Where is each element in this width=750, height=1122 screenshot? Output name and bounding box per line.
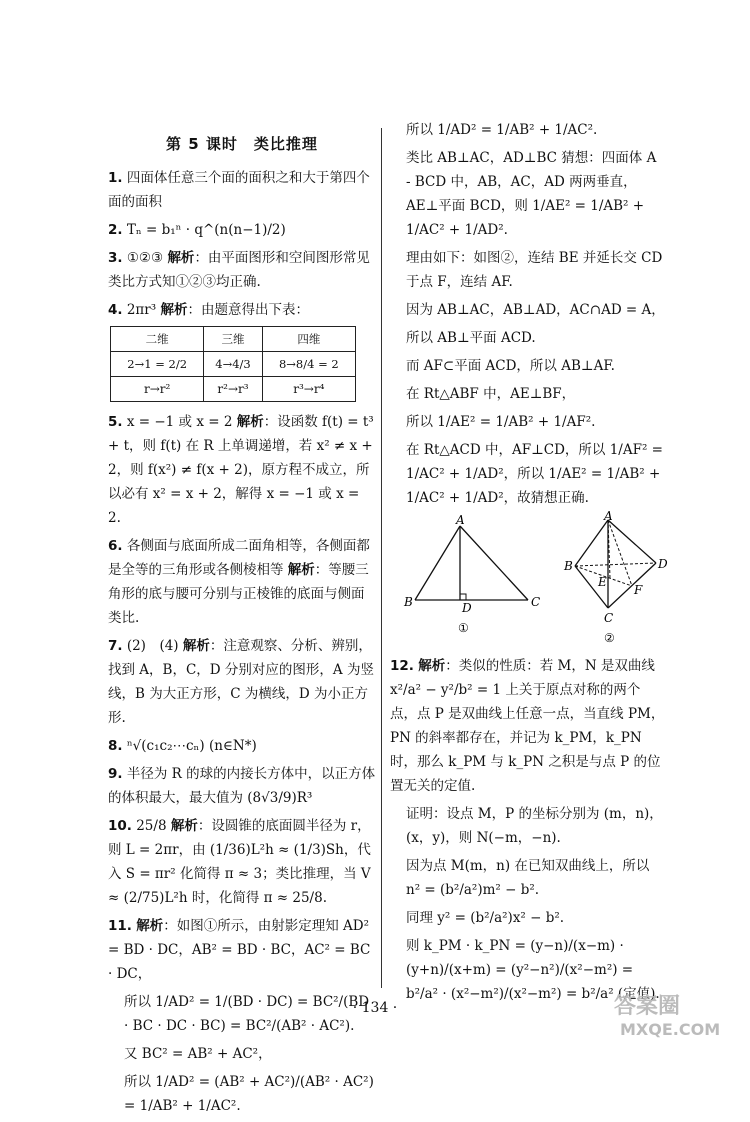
analysis-text: ：由题意得出下表：: [187, 302, 309, 318]
answer-7: [108, 634, 376, 730]
label-B: B: [564, 559, 573, 573]
answer-text: (2) (4): [126, 638, 179, 654]
answer-text: 25/8: [136, 818, 167, 834]
analysis-label: 解析: [418, 658, 446, 674]
figures: [390, 509, 668, 648]
answer-11: [108, 914, 376, 986]
answer-6: [108, 534, 376, 630]
label-C: C: [604, 611, 614, 625]
analysis-label: 解析: [167, 250, 195, 266]
analysis-label: 解析: [160, 302, 188, 318]
page-number: · 134 ·: [352, 1000, 398, 1016]
table-header-row: [111, 327, 356, 352]
answer-number: 9.: [108, 766, 123, 782]
figure-1-caption: ①: [458, 621, 469, 635]
answer-10: [108, 814, 376, 910]
label-B: B: [404, 595, 413, 609]
answer-5: [108, 410, 376, 530]
answer-number: 7.: [108, 638, 123, 654]
answer-number: 8.: [108, 738, 123, 754]
answer-text: 半径为 R 的球的内接长方体中，以正方体的体积最大，最大值为 (8√3/9)R³: [108, 766, 376, 806]
figure-2-tetrahedron: [563, 509, 668, 645]
paragraph: 理由如下：如图②，连结 BE 并延长交 CD 于点 F，连结 AF.: [406, 250, 663, 290]
answer-2: [108, 218, 376, 242]
paragraph: 而 AF⊂平面 ACD，所以 AB⊥AF.: [406, 358, 615, 374]
svg-text:MXQE.COM: MXQE.COM: [620, 1020, 721, 1039]
table-cell: 8→8/4 = 2: [262, 352, 355, 377]
analogy-table: [110, 326, 356, 402]
svg-text:答案圈: 答案圈: [614, 994, 681, 1019]
proof-line: 因为点 M(m，n) 在已知双曲线上，所以 n² = (b²/a²)m² − b².: [406, 858, 650, 898]
label-D: D: [658, 557, 668, 571]
table-cell: 2→1 = 2/2: [111, 352, 204, 377]
paragraph: 类比 AB⊥AC，AD⊥BC 猜想：四面体 A - BCD 中，AB，AC，AD 两两垂直，AE⊥平面 BCD，则 1/AE² = 1/AB² + 1/AC² + 1/AD².: [406, 150, 657, 238]
answer-number: 12.: [390, 658, 414, 674]
table-cell: 4→4/3: [204, 352, 262, 377]
figure-2-caption: ②: [604, 631, 615, 645]
answer-text: 2πr³: [126, 302, 157, 318]
answer-3: [108, 246, 376, 294]
proof-line: 则 k_PM · k_PN = (y−n)/(x−m) · (y+n)/(x+m) = (y²−n²)/(x²−m²) = b²/a² · (x²−m²)/(x²−m²) = b²/a² (定值).: [406, 938, 660, 1002]
proof-line: 证明：设点 M，P 的坐标分别为 (m，n)，(x，y)，则 N(−m，−n).: [406, 806, 663, 846]
paragraph: 在 Rt△ABF 中，AE⊥BF，: [406, 386, 576, 402]
answer-12: [390, 654, 665, 798]
label-A: A: [604, 509, 613, 523]
paragraph: 所以 AB⊥平面 ACD.: [406, 330, 536, 346]
label-F: F: [634, 583, 643, 597]
answer-number: 6.: [108, 538, 123, 554]
answer-9: [108, 762, 376, 810]
answer-number: 11.: [108, 918, 132, 934]
analysis-text: ：类似的性质：若 M，N 是双曲线 x²/a² − y²/b² = 1 上关于原点对称的两个点，点 P 是双曲线上任意一点，当直线 PM，PN 的斜率都存在，并记为 k_PM，k_PN 时，那么 k_PM 与 k_PN 之积是与点 P 的位置无关的定值.: [390, 658, 665, 794]
answer-1: [108, 166, 376, 214]
answer-text: Tₙ = b₁ⁿ · q^(n(n−1)/2): [126, 222, 286, 238]
table-header-cell: 二维: [111, 327, 204, 352]
equation-line: 所以 1/AD² = 1/(BD · DC) = BC²/(BD · BC · DC · BC) = BC²/(AB² · AC²).: [124, 994, 370, 1034]
analysis-label: 解析: [170, 818, 198, 834]
table-header-cell: 三维: [204, 327, 262, 352]
watermark-logo: [610, 987, 730, 1041]
paragraph: 在 Rt△ACD 中，AF⊥CD，所以 1/AF² = 1/AC² + 1/AD²，所以 1/AE² = 1/AB² + 1/AC² + 1/AD²，故猜想正确.: [406, 442, 663, 506]
answer-number: 4.: [108, 302, 123, 318]
column-divider: [381, 128, 382, 988]
analysis-text: ：如图①所示，由射影定理知 AD² = BD · DC，AB² = BD · BC，AC² = BC · DC，: [108, 918, 371, 982]
equation-line: 所以 1/AD² = (AB² + AC²)/(AB² · AC²) = 1/AB² + 1/AC².: [124, 1074, 374, 1114]
figure-1-triangle: [403, 513, 540, 635]
answer-number: 1.: [108, 170, 123, 186]
answer-text: ⁿ√(c₁c₂⋯cₙ) (n∈N*): [126, 738, 257, 754]
label-D: D: [462, 601, 472, 615]
analysis-text: ：设圆锥的底面圆半径为 r，则 L = 2πr，由 (1/36)L²h ≈ (1/3)Sh，代入 S = πr² 化简得 π ≈ 3；类比推理，当 V ≈ (2/75)L²h 时，化简得 π ≈ 25/8.: [108, 818, 371, 906]
analysis-text: ：注意观察、分析、辨别，找到 A，B，C，D 分别对应的图形，A 为竖线，B 为大正方形，C 为横线，D 为小正方形.: [108, 638, 374, 726]
answer-number: 3.: [108, 250, 123, 266]
equation-line: 所以 1/AE² = 1/AB² + 1/AF².: [406, 414, 596, 430]
analysis-label: 解析: [236, 414, 264, 430]
analysis-label: 解析: [136, 918, 164, 934]
left-column: [108, 118, 376, 1122]
table-row: [111, 377, 356, 402]
answer-text: 各侧面与底面所成二面角相等，各侧面都是全等的三角形或各侧棱相等: [108, 538, 370, 578]
answer-number: 2.: [108, 222, 123, 238]
table-row: [111, 352, 356, 377]
label-A: A: [456, 513, 465, 527]
table-cell: r³→r⁴: [262, 377, 355, 402]
answer-number: 10.: [108, 818, 132, 834]
geometry-figures: [390, 509, 668, 648]
answer-8: [108, 734, 376, 758]
analysis-label: 解析: [182, 638, 210, 654]
analysis-text: ：设函数 f(t) = t³ + t，则 f(t) 在 R 上单调递增，若 x² ≠ x + 2，则 f(x²) ≠ f(x + 2)，原方程不成立，所以必有 x² = x + 2，解得 x = −1 或 x = 2.: [108, 414, 374, 526]
analysis-label: 解析: [287, 562, 315, 578]
equation-line: 所以 1/AD² = 1/AB² + 1/AC².: [406, 122, 598, 138]
analysis-text: ：由平面图形和空间图形常见类比方式知①②③均正确.: [108, 250, 370, 290]
section-title: 第 5 课时 类比推理: [166, 135, 318, 153]
label-E: E: [598, 575, 607, 589]
label-C: C: [531, 595, 541, 609]
answer-4: [108, 298, 376, 322]
answer-text: ①②③: [126, 250, 164, 266]
table-cell: r→r²: [111, 377, 204, 402]
table-header-cell: 四维: [262, 327, 355, 352]
answer-text: x = −1 或 x = 2: [126, 414, 233, 430]
answer-text: 四面体任意三个面的面积之和大于第四个面的面积: [108, 170, 370, 210]
paragraph: 因为 AB⊥AC，AB⊥AD，AC∩AD = A，: [406, 302, 665, 318]
analysis-text: ：等腰三角形的底与腰可分别与正棱锥的底面与侧面类比.: [108, 562, 369, 626]
equation-line: 又 BC² = AB² + AC²，: [124, 1046, 272, 1062]
proof-line: 同理 y² = (b²/a²)x² − b².: [406, 910, 565, 926]
table-cell: r²→r³: [204, 377, 262, 402]
answer-number: 5.: [108, 414, 123, 430]
